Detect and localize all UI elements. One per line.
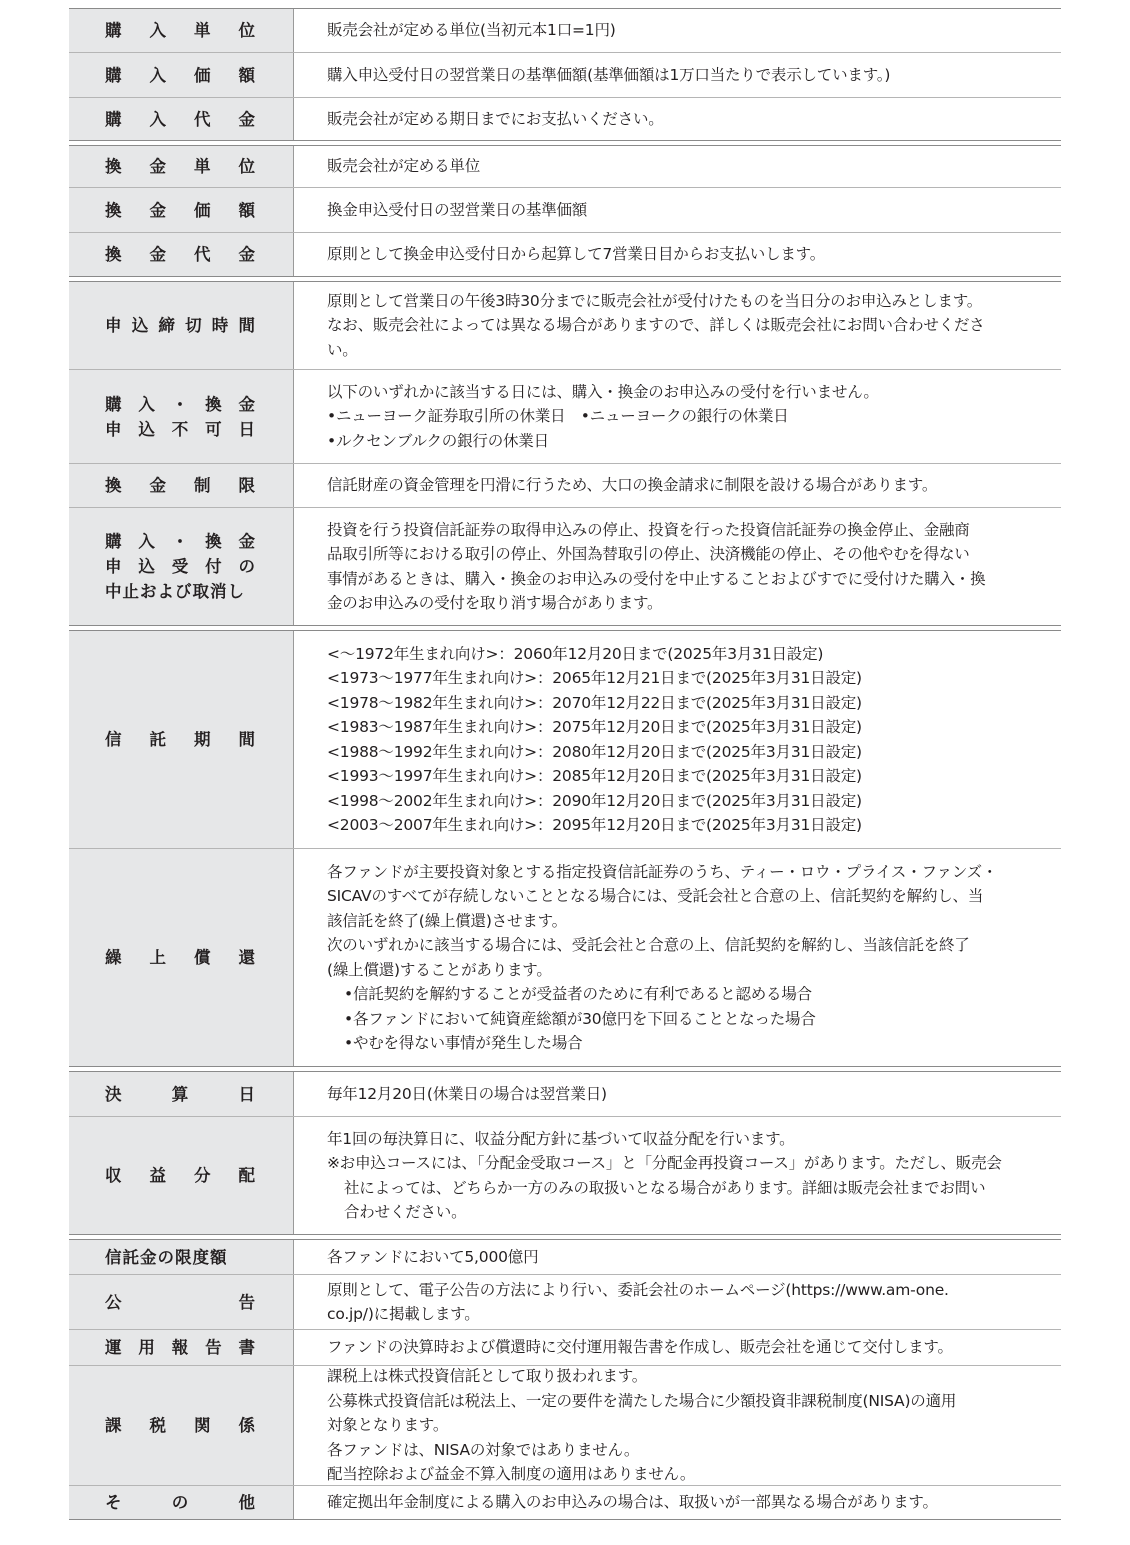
value-line: 配当控除および益金不算入制度の適用はありません。: [327, 1465, 696, 1484]
row-label-cell: [69, 370, 294, 463]
table-row: [69, 1329, 1061, 1365]
row-label-cell: [69, 146, 294, 187]
value-line: 販売会社が定める単位(当初元本1口=1円): [327, 21, 616, 40]
value-line: 金のお申込みの受付を取り消す場合があります。: [327, 594, 663, 612]
row-label: 購 入 ・ 換 金: [105, 532, 257, 551]
row-value-cell: [294, 98, 1061, 140]
table-row: [69, 507, 1061, 625]
row-value-cell: [294, 508, 1061, 625]
row-label-cell: [69, 631, 294, 848]
value-line: 各ファンドが主要投資対象とする指定投資信託証券のうち、ティー・ロウ・プライス・ファンズ・: [327, 862, 998, 881]
row-label: 繰 上 償 還: [105, 948, 257, 967]
row-label: 申 込 締 切 時 間: [105, 316, 257, 335]
row-label: 決 算 日: [105, 1084, 257, 1104]
row-label: 申 込 不 可 日: [105, 419, 257, 439]
row-label-cell: [69, 9, 294, 52]
section-other: [69, 1239, 1061, 1520]
row-value-cell: [294, 53, 1061, 97]
value-line: 投資を行う投資信託証券の取得申込みの停止、投資を行った投資信託証券の換金停止、金融商: [327, 520, 970, 539]
value-line: •やむを得ない事情が発生した場合: [344, 1034, 583, 1052]
row-label-cell: [69, 98, 294, 140]
row-label-cell: [69, 53, 294, 97]
table-row: [69, 1116, 1061, 1234]
row-label-cell: [69, 1072, 294, 1116]
row-value-cell: [294, 1275, 1061, 1329]
table-row: [69, 369, 1061, 463]
row-value-cell: [294, 188, 1061, 232]
row-value-cell: [294, 849, 1061, 1066]
value-line: SICAVのすべてが存続しないこととなる場合には、受託会社と合意の上、信託契約を解約し、当: [327, 887, 984, 905]
value-line: ファンドの決算時および償還時に交付運用報告書を作成し、販売会社を通じて交付します。: [327, 1338, 953, 1357]
value-line: 該信託を終了(繰上償還)させます。: [327, 911, 567, 930]
row-label-cell: [69, 1330, 294, 1365]
row-label: 信託金の限度額: [105, 1247, 228, 1267]
table-row: [69, 282, 1061, 369]
value-line: 公募株式投資信託は税法上、一定の要件を満たした場合に少額投資非課税制度(NISA)の適用: [327, 1391, 957, 1410]
value-line: •各ファンドにおいて純資産総額が30億円を下回ることとなった場合: [344, 1009, 816, 1028]
value-line: 課税上は株式投資信託として取り扱われます。: [327, 1367, 648, 1386]
table-row: [69, 631, 1061, 848]
value-line: •ルクセンブルクの銀行の休業日: [327, 431, 549, 450]
row-label-cell: [69, 1117, 294, 1234]
value-line: 販売会社が定める単位: [327, 157, 481, 176]
table-row: [69, 52, 1061, 97]
row-value-cell: [294, 1486, 1061, 1519]
value-line: 品取引所等における取引の停止、外国為替取引の停止、決済機能の停止、その他やむを得ない: [327, 545, 970, 563]
value-line: <1983～1987年生まれ向け>：2075年12月20日まで(2025年3月31日設定): [327, 718, 862, 736]
value-line: <2003～2007年生まれ向け>：2095年12月20日まで(2025年3月31日設定): [327, 816, 862, 834]
section-settlement: [69, 1071, 1061, 1235]
value-line: <1978～1982年生まれ向け>：2070年12月22日まで(2025年3月31日設定): [327, 693, 862, 712]
row-label: 換 金 代 金: [105, 245, 257, 264]
table-row: [69, 1274, 1061, 1329]
table-row: [69, 848, 1061, 1066]
value-line: 毎年12月20日(休業日の場合は翌営業日): [327, 1084, 607, 1103]
row-label: 信 託 期 間: [105, 730, 257, 749]
row-value-cell: [294, 1072, 1061, 1116]
value-line: <1988～1992年生まれ向け>：2080年12月20日まで(2025年3月31日設定): [327, 742, 862, 761]
value-line: 各ファンドは、NISAの対象ではありません。: [327, 1440, 640, 1459]
row-value-cell: [294, 370, 1061, 463]
value-line: co.jp/)に掲載します。: [327, 1305, 480, 1323]
row-value-cell: [294, 146, 1061, 187]
value-line: 以下のいずれかに該当する日には、購入・換金のお申込みの受付を行いません。: [327, 382, 879, 401]
value-line: い。: [327, 340, 358, 359]
row-label-cell: [69, 464, 294, 507]
row-value-cell: [294, 233, 1061, 276]
section-term: [69, 630, 1061, 1067]
value-line: 社によっては、どちらか一方のみの取扱いとなる場合があります。詳細は販売会社までお問い: [344, 1178, 986, 1197]
value-line: <1973～1977年生まれ向け>：2065年12月21日まで(2025年3月31日設定): [327, 669, 862, 687]
row-label-cell: [69, 1275, 294, 1329]
row-label: 収 益 分 配: [105, 1166, 257, 1185]
row-value-cell: [294, 1117, 1061, 1234]
row-label: 中止および取消し: [105, 582, 245, 601]
value-line: 対象となります。: [327, 1416, 449, 1435]
table-row: [69, 97, 1061, 140]
row-label: 購 入 ・ 換 金: [105, 394, 257, 414]
value-line: <～1972年生まれ向け>：2060年12月20日まで(2025年3月31日設定): [327, 644, 824, 663]
row-value-cell: [294, 9, 1061, 52]
value-line: 次のいずれかに該当する場合には、受託会社と合意の上、信託契約を解約し、当該信託を終了: [327, 936, 970, 954]
value-line: <1993～1997年生まれ向け>：2085年12月20日まで(2025年3月31日設定): [327, 767, 862, 785]
table-row: [69, 146, 1061, 187]
row-label-cell: [69, 1486, 294, 1519]
row-label: 申 込 受 付 の: [105, 557, 257, 576]
row-value-cell: [294, 282, 1061, 369]
row-label: 公 告: [105, 1292, 257, 1312]
row-label: 課 税 関 係: [105, 1416, 257, 1435]
section-purchase: [69, 8, 1061, 141]
value-line: •ニューヨーク証券取引所の休業日 •ニューヨークの銀行の休業日: [327, 407, 789, 426]
value-line: 事情があるときは、購入・換金のお申込みの受付を中止することおよびすでに受付けた購入・換: [327, 569, 986, 588]
row-label: 購 入 単 位: [105, 21, 257, 40]
value-line: (繰上償還)することがあります。: [327, 960, 552, 979]
value-line: 購入申込受付日の翌営業日の基準価額(基準価額は1万口当たりで表示しています。): [327, 65, 891, 84]
value-line: なお、販売会社によっては異なる場合がありますので、詳しくは販売会社にお問い合わせくださ: [327, 316, 985, 335]
row-label-cell: [69, 1240, 294, 1274]
row-label-cell: [69, 233, 294, 276]
value-line: ※お申込コースには、「分配金受取コース」と「分配金再投資コース」があります。ただし、販売会: [327, 1154, 1002, 1172]
row-label: そ の 他: [105, 1493, 257, 1512]
row-label: 換 金 価 額: [105, 200, 257, 220]
table-row: [69, 1485, 1061, 1519]
row-label: 換 金 制 限: [105, 476, 257, 495]
value-line: 確定拠出年金制度による購入のお申込みの場合は、取扱いが一部異なる場合があります。: [327, 1493, 938, 1512]
row-label-cell: [69, 849, 294, 1066]
table-row: [69, 232, 1061, 276]
value-line: 原則として、電子公告の方法により行い、委託会社のホームページ(https://www.am-one.: [327, 1280, 949, 1299]
table-row: [69, 1365, 1061, 1485]
table-row: [69, 463, 1061, 507]
row-label-cell: [69, 188, 294, 232]
value-line: 原則として営業日の午後3時30分までに販売会社が受付けたものを当日分のお申込みとします。: [327, 291, 983, 310]
value-line: <1998～2002年生まれ向け>：2090年12月20日まで(2025年3月31日設定): [327, 791, 862, 810]
value-line: •信託契約を解約することが受益者のために有利であると認める場合: [344, 985, 812, 1003]
row-value-cell: [294, 1366, 1061, 1485]
row-label: 運 用 報 告 書: [105, 1338, 257, 1357]
row-label-cell: [69, 508, 294, 625]
value-line: 換金申込受付日の翌営業日の基準価額: [327, 200, 588, 219]
table-row: [69, 1072, 1061, 1116]
value-line: 年1回の毎決算日に、収益分配方針に基づいて収益分配を行います。: [327, 1129, 795, 1148]
row-value-cell: [294, 631, 1061, 848]
row-label: 購 入 代 金: [105, 109, 257, 129]
row-value-cell: [294, 464, 1061, 507]
value-line: 信託財産の資金管理を円滑に行うため、大口の換金請求に制限を設ける場合があります。: [327, 476, 938, 495]
table-row: [69, 9, 1061, 52]
table-row: [69, 1240, 1061, 1274]
row-value-cell: [294, 1240, 1061, 1274]
row-label: 換 金 単 位: [105, 157, 257, 176]
table-row: [69, 187, 1061, 232]
value-line: 合わせください。: [344, 1203, 467, 1221]
row-label-cell: [69, 1366, 294, 1485]
value-line: 各ファンドにおいて5,000億円: [327, 1247, 539, 1266]
section-procedures: [69, 281, 1061, 626]
section-redemption: [69, 145, 1061, 277]
row-label: 購 入 価 額: [105, 65, 257, 85]
row-value-cell: [294, 1330, 1061, 1365]
value-line: 原則として換金申込受付日から起算して7営業日目からお支払いします。: [327, 245, 826, 264]
fund-terms-table: [69, 8, 1061, 1524]
value-line: 販売会社が定める期日までにお支払いください。: [327, 109, 664, 128]
row-label-cell: [69, 282, 294, 369]
